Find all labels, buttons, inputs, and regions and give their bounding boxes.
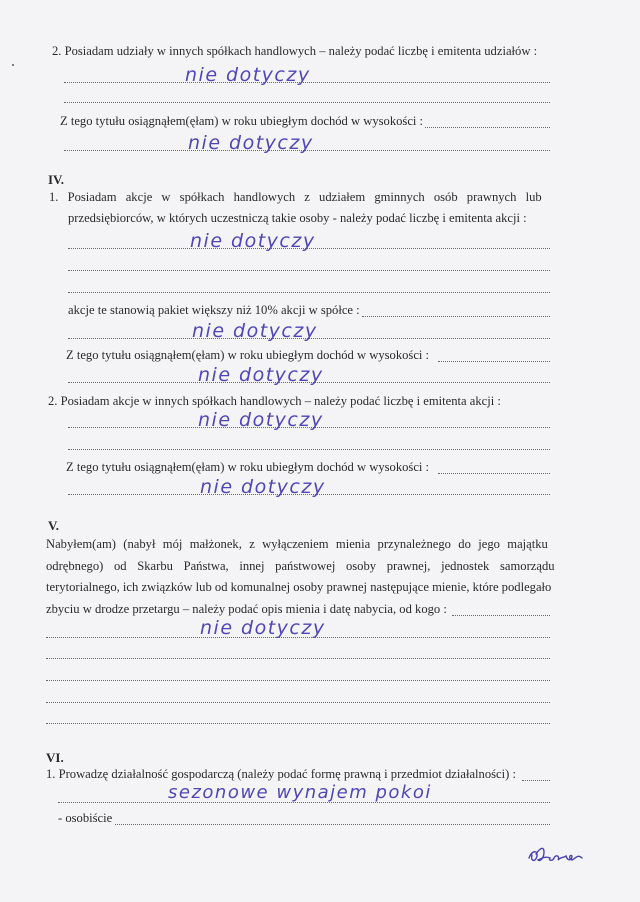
section-v-heading: V. — [48, 518, 59, 533]
answer-line — [46, 702, 550, 703]
sec6-item1-answer: sezonowe wynajem pokoi — [168, 782, 432, 803]
answer-line — [438, 473, 550, 474]
sec5-line3: terytorialnego, ich związków lub od komunalnej osoby prawnej następujące mienie, które podlegało — [46, 580, 552, 594]
sec5-line2: odrębnego) od Skarbu Państwa, innej państwowej osoby prawnej, jednostek samorządu — [46, 559, 555, 573]
answer-line — [68, 270, 550, 271]
sec4-item1-line1: 1. Posiadam akcje w spółkach handlowych z udziałem gminnych osób prawnych lub — [49, 190, 542, 204]
answer-line — [46, 680, 550, 681]
sec4-income2-answer: nie dotyczy — [200, 476, 326, 498]
sec3-income-answer: nie dotyczy — [188, 132, 314, 154]
answer-line — [115, 824, 550, 825]
sec4-item2-text: 2. Posiadam akcje w innych spółkach handlowych – należy podać liczbę i emitenta akcji : — [48, 394, 501, 408]
answer-line — [452, 615, 550, 616]
signature-initials — [526, 840, 588, 870]
answer-line — [425, 127, 550, 128]
answer-line — [438, 361, 550, 362]
answer-line — [68, 292, 550, 293]
scan-speck — [12, 64, 14, 66]
section-iv-heading: IV. — [48, 172, 65, 187]
sec3-income-text: Z tego tytułu osiągnąłem(ęłam) w roku ubiegłym dochód w wysokości : — [60, 114, 424, 128]
sec5-line4: zbyciu w drodze przetargu – należy podać opis mienia i datę nabycia, od kogo : — [46, 602, 447, 616]
sec4-shares-answer: nie dotyczy — [192, 320, 318, 342]
sec6-item1-text: 1. Prowadzę działalność gospodarczą (należy podać formę prawną i przedmiot działalności) : — [46, 767, 516, 781]
answer-line — [46, 658, 550, 659]
sec5-line1: Nabyłem(am) (nabył mój małżonek, z wyłączeniem mienia przynależnego do jego majątku — [46, 537, 548, 551]
sec4-item2-answer: nie dotyczy — [198, 409, 324, 431]
sec4-income1-answer: nie dotyczy — [198, 364, 324, 386]
sec4-item1-answer: nie dotyczy — [190, 230, 316, 252]
sec4-item1-line2: przedsiębiorców, w których uczestniczą takie osoby - należy podać liczbę i emitenta akcji : — [68, 211, 527, 225]
answer-line — [64, 102, 550, 103]
answer-line — [522, 780, 550, 781]
sec6-personally-text: - osobiście — [58, 811, 113, 825]
section-vi-heading: VI. — [46, 750, 64, 765]
answer-line — [362, 316, 550, 317]
sec5-answer: nie dotyczy — [200, 617, 326, 639]
sec4-income2-text: Z tego tytułu osiągnąłem(ęłam) w roku ubiegłym dochód w wysokości : — [66, 460, 430, 474]
answer-line — [68, 449, 550, 450]
sec4-income1-text: Z tego tytułu osiągnąłem(ęłam) w roku ubiegłym dochód w wysokości : — [66, 348, 430, 362]
answer-line — [46, 723, 550, 724]
sec3-item2-text: 2. Posiadam udziały w innych spółkach handlowych – należy podać liczbę i emitenta udziałów : — [52, 44, 538, 58]
sec3-item2-answer: nie dotyczy — [185, 64, 311, 86]
sec4-shares-text: akcje te stanowią pakiet większy niż 10% akcji w spółce : — [68, 303, 360, 317]
